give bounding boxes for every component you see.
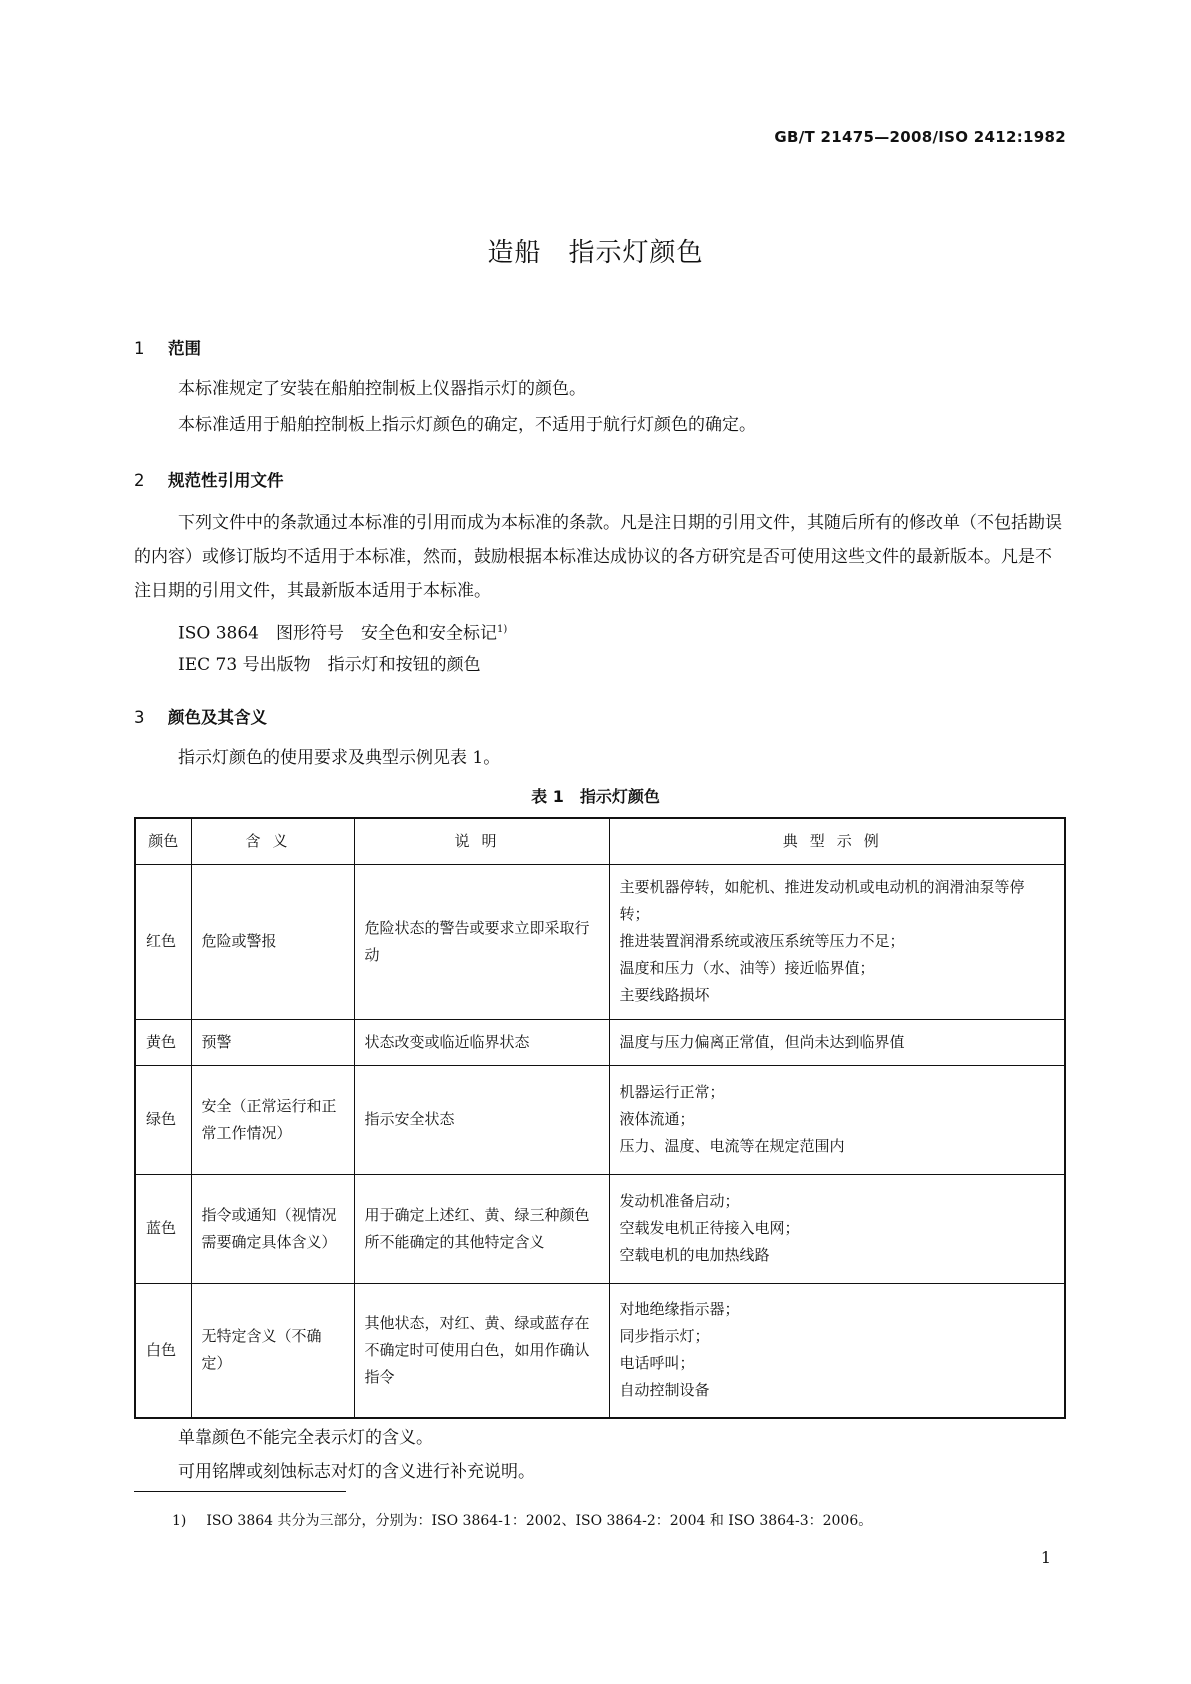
- section-number: 3: [134, 708, 145, 727]
- page-number: 1: [1040, 1548, 1051, 1567]
- example-item: 主要机器停转，如舵机、推进发动机或电动机的润滑油泵等停转；: [619, 878, 1025, 923]
- example-item: 空载发电机正待接入电网；: [619, 1219, 800, 1237]
- footnote-number: 1): [172, 1513, 187, 1529]
- standard-code: GB/T 21475—2008/ISO 2412:1982: [774, 128, 1066, 146]
- cell-examples: [609, 864, 1065, 1019]
- cell-meaning: 安全（正常运行和正常工作情况）: [191, 1065, 354, 1174]
- cell-meaning: 危险或警报: [191, 864, 354, 1019]
- footnote-divider: [134, 1491, 346, 1492]
- reference-iec-73: IEC 73 号出版物 指示灯和按钮的颜色: [178, 655, 481, 675]
- table-row: [135, 864, 1065, 1019]
- table-caption: 表 1 指示灯颜色: [531, 787, 660, 806]
- example-item: 自动控制设备: [619, 1381, 710, 1400]
- footnote-text: ISO 3864 共分为三部分，分别为：ISO 3864-1：2002、ISO 3864-2：2004 和 ISO 3864-3：2006。: [206, 1513, 873, 1529]
- section-1-heading: [134, 335, 201, 359]
- table-note: 可用铭牌或刻蚀标志对灯的含义进行补充说明。: [178, 1462, 535, 1482]
- cell-meaning: 预警: [191, 1019, 354, 1065]
- example-item: 对地绝缘指示器；: [619, 1300, 740, 1319]
- example-item: 温度和压力（水、油等）接近临界值；: [619, 959, 875, 977]
- reference-iso-3864: [178, 613, 507, 651]
- header-colour: 颜色: [135, 818, 191, 864]
- example-item: 同步指示灯；: [619, 1327, 710, 1346]
- section-number: 1: [134, 339, 145, 358]
- cell-colour: 绿色: [135, 1065, 191, 1174]
- example-item: 空载电机的电加热线路: [619, 1246, 770, 1264]
- cell-colour: 黄色: [135, 1019, 191, 1065]
- example-item: 推进装置润滑系统或液压系统等压力不足；: [619, 932, 905, 950]
- example-item: 压力、温度、电流等在规定范围内: [619, 1137, 845, 1155]
- cell-description: 用于确定上述红、黄、绿三种颜色所不能确定的其他特定含义: [354, 1174, 609, 1283]
- footnote-marker: 1): [496, 624, 508, 635]
- cell-description: 其他状态，对红、黄、绿或蓝存在不确定时可使用白色，如用作确认指令: [354, 1283, 609, 1418]
- section-3-paragraph: 指示灯颜色的使用要求及典型示例见表 1。: [178, 748, 501, 768]
- reference-text: ISO 3864 图形符号 安全色和安全标记: [178, 623, 497, 644]
- table-row: [135, 1283, 1065, 1418]
- section-3-heading: [134, 704, 267, 728]
- cell-colour: 红色: [135, 864, 191, 1019]
- cell-examples: [609, 1283, 1065, 1418]
- cell-colour: 白色: [135, 1283, 191, 1418]
- section-2-paragraph: 下列文件中的条款通过本标准的引用而成为本标准的条款。凡是注日期的引用文件，其随后所有的修改单（不包括勘误的内容）或修订版均不适用于本标准，然而，鼓励根据本标准达成协议的各方研究是否可使用这些文件的最新版本。凡是不注日期的引用文件，其最新版本适用于本标准。: [134, 513, 1062, 601]
- cell-description: 状态改变或临近临界状态: [354, 1019, 609, 1065]
- section-2-heading: [134, 467, 284, 491]
- cell-description: 危险状态的警告或要求立即采取行动: [354, 864, 609, 1019]
- table-note: 单靠颜色不能完全表示灯的含义。: [178, 1428, 433, 1448]
- header-description: 说明: [354, 818, 609, 864]
- example-item: 发动机准备启动；: [619, 1192, 740, 1210]
- example-item: 电话呼叫；: [619, 1354, 695, 1373]
- section-title: 范围: [168, 339, 201, 358]
- section-number: 2: [134, 471, 145, 490]
- header-meaning: 含义: [191, 818, 354, 864]
- cell-description: 指示安全状态: [354, 1065, 609, 1174]
- header-examples: 典型示例: [609, 818, 1065, 864]
- section-1-paragraph: 本标准规定了安装在船舶控制板上仪器指示灯的颜色。: [178, 379, 586, 399]
- example-item: 机器运行正常；: [619, 1083, 725, 1101]
- cell-meaning: 指令或通知（视情况需要确定具体含义）: [191, 1174, 354, 1283]
- example-item: 液体流通；: [619, 1110, 695, 1128]
- section-1-paragraph: 本标准适用于船舶控制板上指示灯颜色的确定，不适用于航行灯颜色的确定。: [178, 415, 756, 435]
- cell-examples: [609, 1174, 1065, 1283]
- cell-examples: [609, 1065, 1065, 1174]
- document-title: 造船 指示灯颜色: [487, 238, 704, 268]
- table-header-row: [135, 818, 1065, 864]
- table-row: [135, 1065, 1065, 1174]
- section-title: 规范性引用文件: [168, 471, 284, 490]
- example-item: 主要线路损坏: [619, 986, 710, 1004]
- indicator-colour-table: [134, 817, 1066, 1419]
- table-row: [135, 1019, 1065, 1065]
- cell-meaning: 无特定含义（不确定）: [191, 1283, 354, 1418]
- cell-examples: [609, 1019, 1065, 1065]
- table-row: [135, 1174, 1065, 1283]
- section-title: 颜色及其含义: [168, 708, 267, 727]
- footnote: [172, 1510, 872, 1530]
- cell-colour: 蓝色: [135, 1174, 191, 1283]
- example-item: 温度与压力偏离正常值，但尚未达到临界值: [619, 1032, 905, 1051]
